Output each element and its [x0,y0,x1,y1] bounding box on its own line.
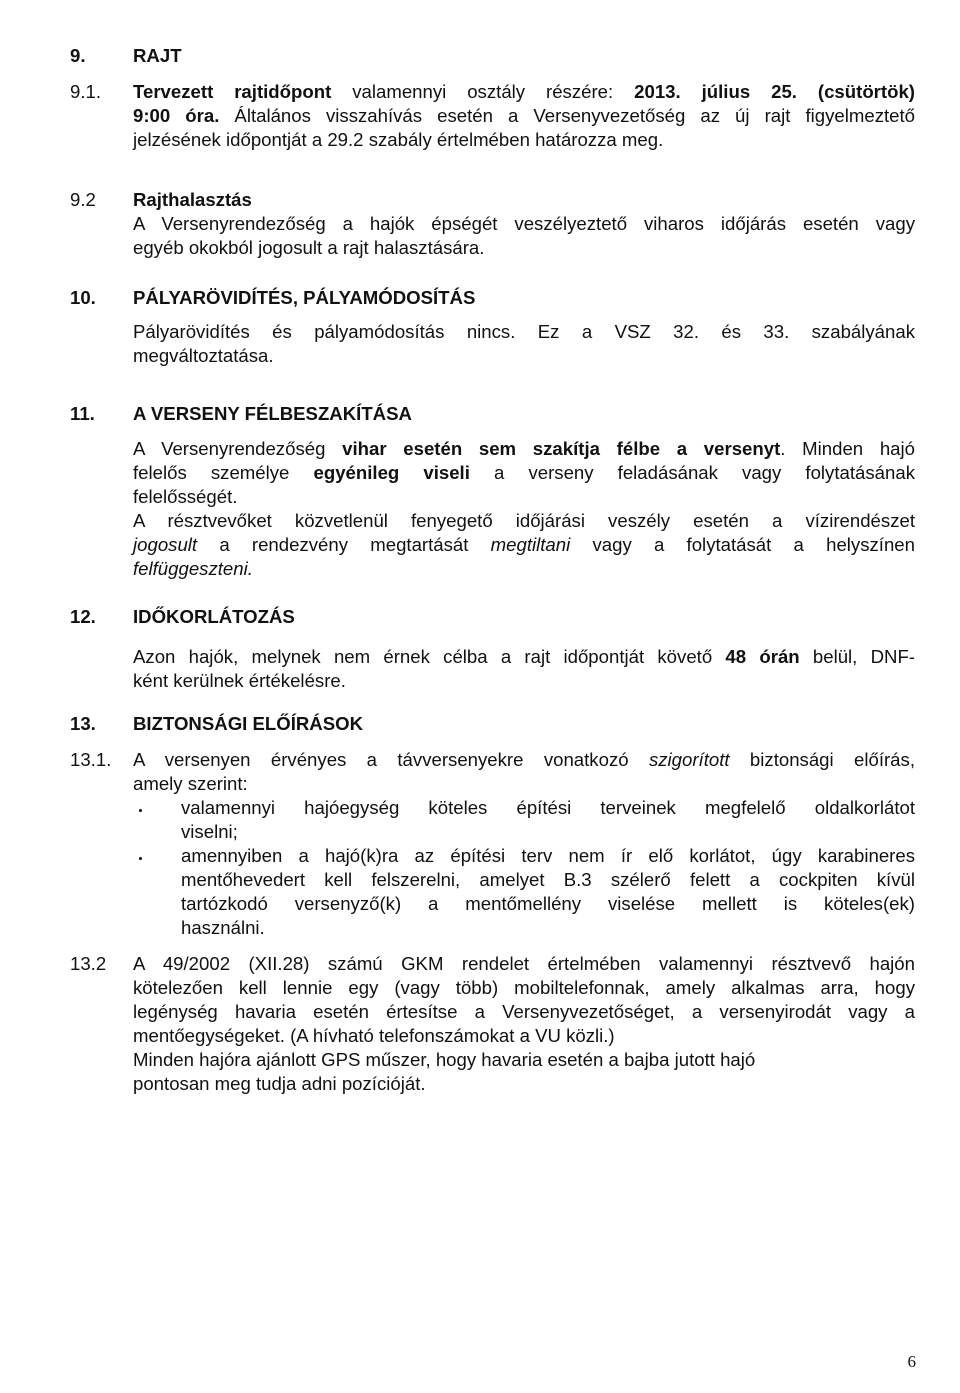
section-title: BIZTONSÁGI ELŐÍRÁSOK [133,713,364,734]
text-line: Pályarövidítés és pályamódosítás nincs. Ez a VSZ 32. és 33. szabályának [133,321,915,342]
text-line: legénység havaria esetén értesítse a Versenyvezetőséget, a versenyirodát vagy a [133,1001,915,1022]
text-line: mentőhevedert kell felszerelni, amelyet B.3 szélerő felett a cockpiten kívül [181,869,915,890]
text-line: egyéb okokból jogosult a rajt halasztására. [133,237,485,258]
text-line: felelős személye egyénileg viseli a verseny feladásának vagy folytatásának [133,462,915,483]
section-11 [70,402,915,581]
text-line: használni. [181,917,265,938]
paragraph-number: 13.1. [70,749,112,770]
section-number: 11. [70,403,95,424]
section-10 [70,286,915,368]
paragraph-number: 13.2 [70,953,107,974]
text-line: viselni; [181,821,238,842]
paragraph-9-2 [70,188,915,260]
text-line: megváltoztatása. [133,345,274,366]
section-number: 10. [70,287,96,308]
section-title: RAJT [133,45,182,66]
text-line: felelősségét. [133,486,238,507]
section-number: 12. [70,606,96,627]
section-title: PÁLYARÖVIDÍTÉS, PÁLYAMÓDOSÍTÁS [133,287,476,308]
text-line: amennyiben a hajó(k)ra az építési terv nem ír elő korlátot, úgy karabineres [181,845,915,866]
section-12 [70,605,915,693]
section-number: 9. [70,45,86,66]
text-line: mentőegységeket. (A hívható telefonszámokat a VU közli.) [133,1025,615,1046]
text-line: Minden hajóra ajánlott GPS műszer, hogy havaria esetén a bajba jutott hajó [133,1049,756,1070]
text-line: tartózkodó versenyző(k) a mentőmellény viselése mellett is köteles(ek) [181,893,915,914]
paragraph-number: 9.2 [70,189,96,210]
text-line: A Versenyrendezőség vihar esetén sem szakítja félbe a versenyt. Minden hajó [133,438,915,459]
text-line: A versenyen érvényes a távversenyekre vonatkozó szigorított biztonsági előírás, [133,749,915,770]
text-line: ként kerülnek értékelésre. [133,670,346,691]
paragraph-13-2 [70,952,915,1096]
section-9-heading [70,44,915,68]
text-line: A résztvevőket közvetlenül fenyegető időjárási veszély esetén a vízirendészet [133,510,915,531]
text-line: jelzésének időpontját a 29.2 szabály értelmében határozza meg. [133,129,664,150]
text-line: felfüggeszteni. [133,558,253,579]
paragraph-title: Rajthalasztás [133,189,252,210]
bullet-icon [133,796,181,844]
section-number: 13. [70,713,96,734]
list-item [133,796,915,844]
section-13-heading [70,712,915,736]
text-line: A Versenyrendezőség a hajók épségét veszélyeztető viharos időjárás esetén vagy [133,213,915,234]
text-line: jogosult a rendezvény megtartását megtiltani vagy a folytatását a helyszínen [133,534,915,555]
list-item [133,844,915,940]
paragraph-number: 9.1. [70,81,102,102]
paragraph-9-1 [70,80,915,152]
text-line: Tervezett rajtidőpont valamennyi osztály részére: 2013. július 25. (csütörtök) [133,81,915,102]
page-number: 6 [907,1352,916,1371]
text-line: pontosan meg tudja adni pozícióját. [133,1073,426,1094]
text-line: A 49/2002 (XII.28) számú GKM rendelet értelmében valamennyi résztvevő hajón [133,953,915,974]
bullet-icon [133,844,181,940]
section-title: IDŐKORLÁTOZÁS [133,606,295,627]
text-line: Azon hajók, melynek nem érnek célba a rajt időpontját követő 48 órán belül, DNF- [133,646,916,667]
section-title: A VERSENY FÉLBESZAKÍTÁSA [133,403,412,424]
text-line: amely szerint: [133,773,248,794]
text-line: 9:00 óra. Általános visszahívás esetén a Versenyvezetőség az új rajt figyelmeztető [133,105,916,126]
text-line: valamennyi hajóegység köteles építési terveinek megfelelő oldalkorlátot [181,797,915,818]
text-line: kötelezően kell lennie egy (vagy több) mobiltelefonnak, amely alkalmas arra, hogy [133,977,915,998]
bullet-list [133,796,915,940]
paragraph-13-1 [70,748,915,940]
